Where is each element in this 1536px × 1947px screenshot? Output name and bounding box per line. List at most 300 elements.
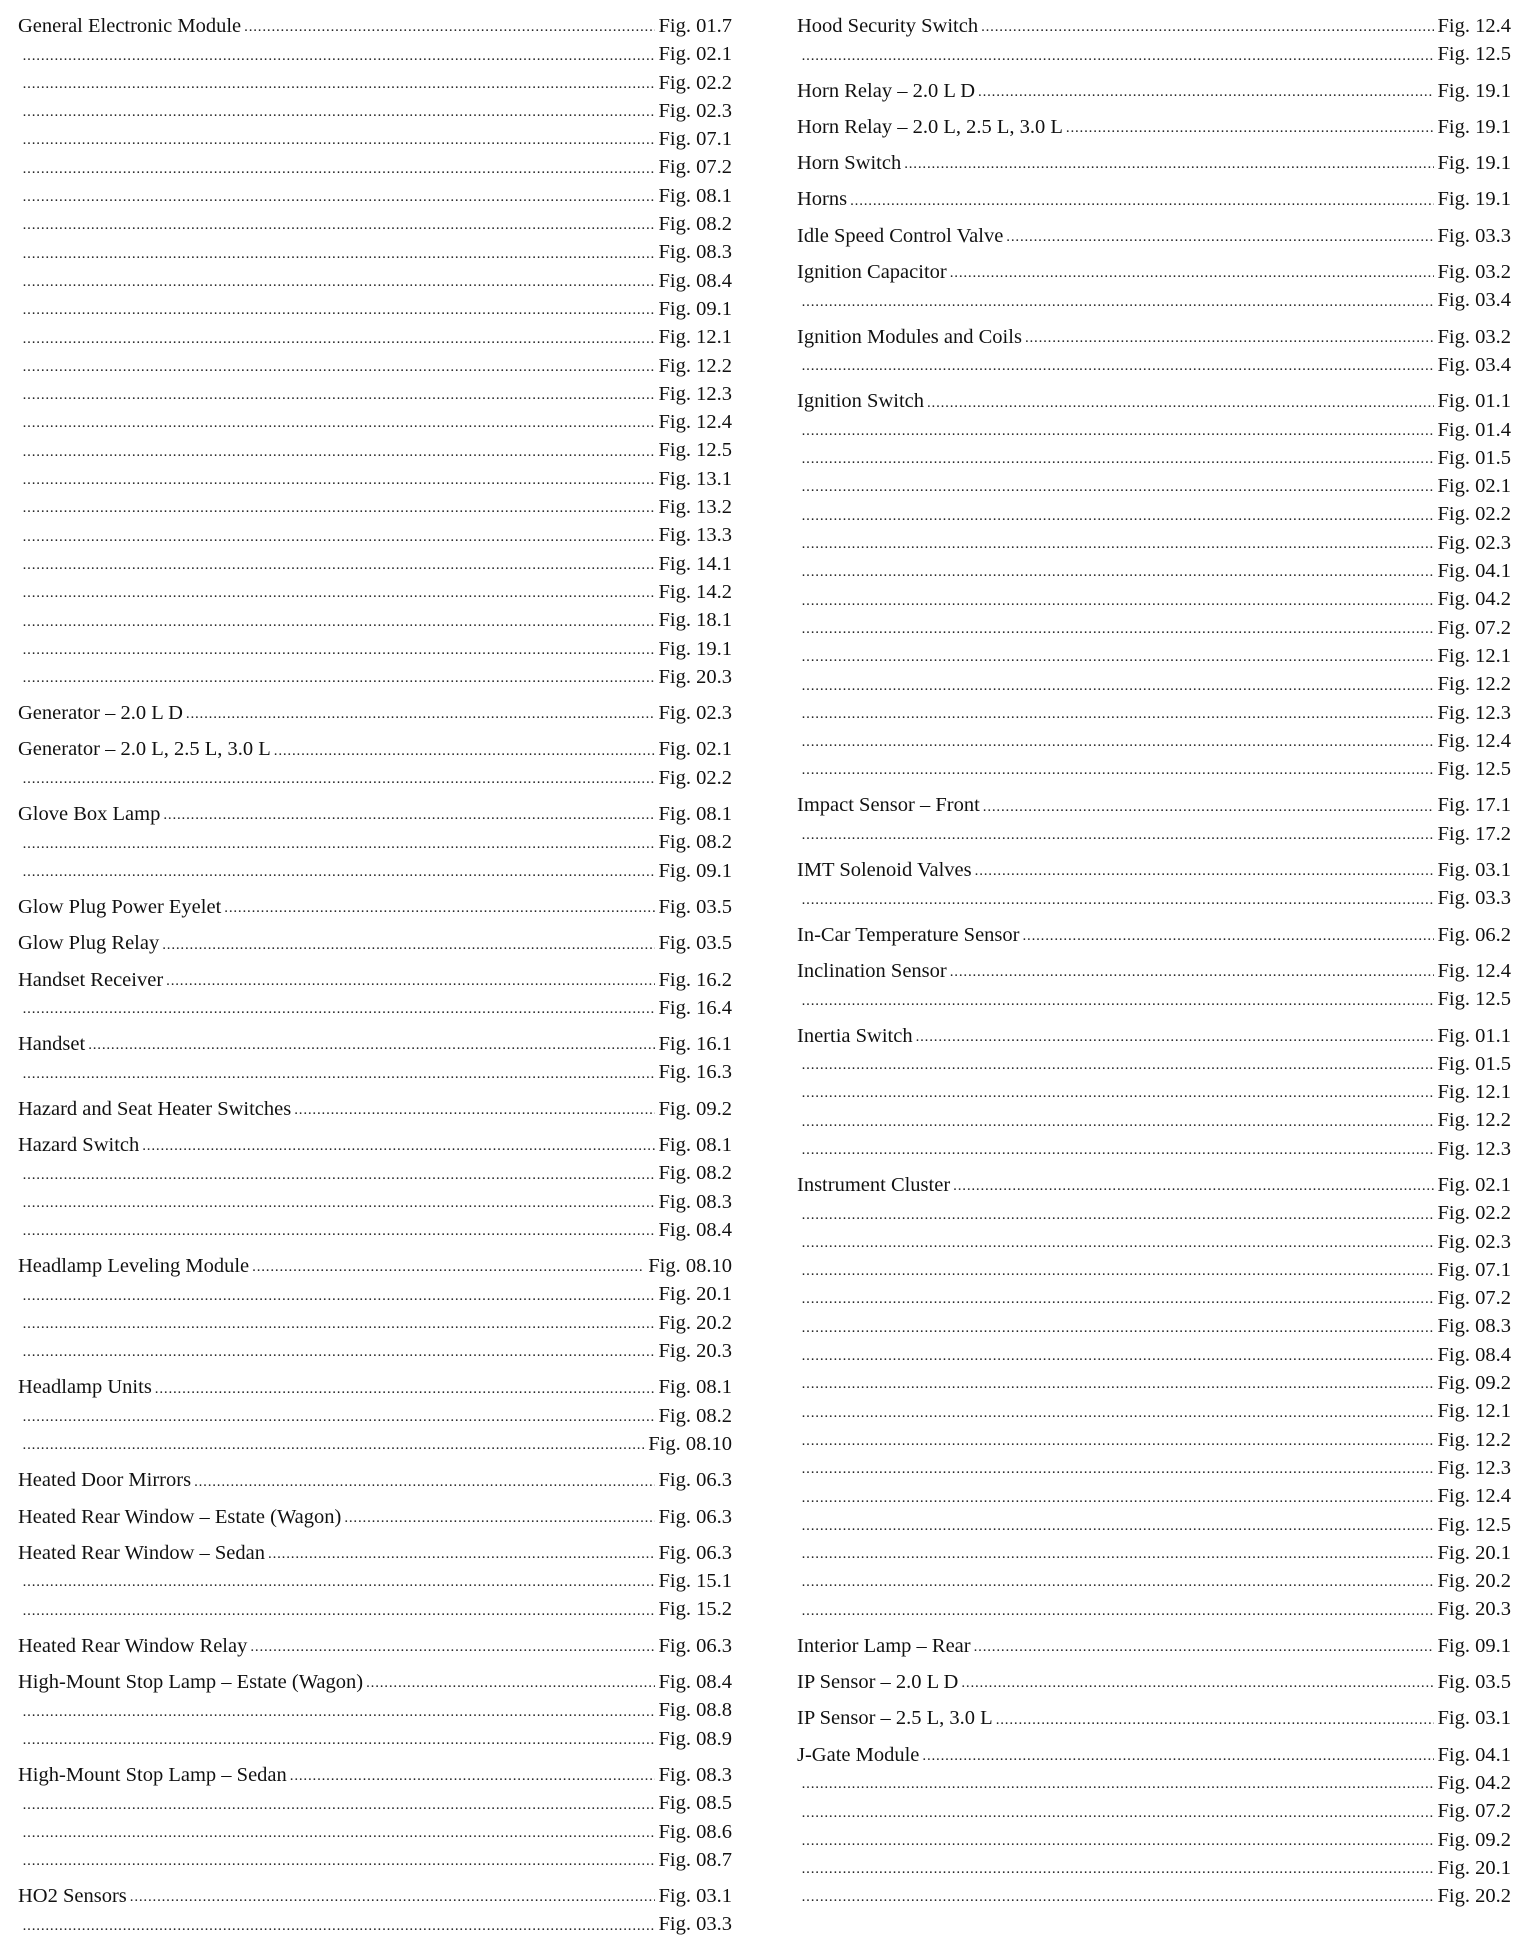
figure-reference: Fig. 08.4	[1437, 1343, 1511, 1366]
index-column-left	[18, 12, 732, 1947]
figure-reference: Fig. 08.7	[658, 1848, 732, 1871]
dot-leader	[950, 260, 1434, 286]
figure-reference: Fig. 20.3	[658, 665, 732, 688]
figure-reference: Fig. 12.5	[1437, 988, 1511, 1011]
index-column-right	[797, 12, 1511, 1918]
index-entry-continuation-line	[18, 493, 732, 521]
figure-reference: Fig. 08.4	[658, 269, 732, 292]
dot-leader	[802, 588, 1434, 614]
figure-reference: Fig. 18.1	[658, 609, 732, 632]
index-entry-line	[797, 387, 1511, 415]
dot-leader	[802, 1428, 1434, 1454]
dot-leader	[23, 354, 655, 380]
index-entry-label: IP Sensor – 2.5 L, 3.0 L	[797, 1707, 993, 1730]
index-entry	[18, 1503, 732, 1531]
figure-reference: Fig. 08.3	[658, 1763, 732, 1786]
index-entry-label: Hazard and Seat Heater Switches	[18, 1097, 292, 1120]
dot-leader	[23, 580, 655, 606]
index-entry-line	[797, 258, 1511, 286]
figure-reference: Fig. 20.2	[1437, 1570, 1511, 1593]
figure-reference: Fig. 08.1	[658, 1376, 732, 1399]
index-entry-label: Heated Rear Window Relay	[18, 1634, 248, 1657]
figure-reference: Fig. 12.4	[1437, 729, 1511, 752]
index-entry-line	[797, 222, 1511, 250]
index-entry-continuation-line	[797, 1284, 1511, 1312]
figure-reference: Fig. 03.5	[658, 932, 732, 955]
dot-leader	[981, 14, 1433, 40]
dot-leader	[23, 637, 655, 663]
figure-reference: Fig. 01.7	[658, 15, 732, 37]
dot-leader	[23, 1190, 655, 1216]
figure-reference: Fig. 15.1	[658, 1570, 732, 1593]
dot-leader	[186, 701, 655, 727]
index-entry-line	[18, 1131, 732, 1159]
dot-leader	[23, 996, 655, 1022]
index-entry-line	[18, 1466, 732, 1494]
index-entry-continuation-line	[797, 444, 1511, 472]
dot-leader	[23, 326, 655, 352]
index-entry-line	[18, 800, 732, 828]
figure-reference: Fig. 12.5	[658, 439, 732, 462]
dot-leader	[802, 1137, 1434, 1163]
dot-leader	[23, 127, 655, 153]
index-entry	[797, 323, 1511, 380]
index-entry-continuation-line	[18, 1216, 732, 1244]
index-entry-continuation-line	[797, 727, 1511, 755]
index-entry-continuation-line	[18, 1058, 732, 1086]
index-entry-line	[797, 1632, 1511, 1660]
index-entry-continuation-line	[18, 40, 732, 68]
index-entry-continuation-line	[18, 635, 732, 663]
figure-reference: Fig. 20.2	[1437, 1885, 1511, 1908]
figure-reference: Fig. 17.2	[1437, 822, 1511, 845]
figure-reference: Fig. 01.1	[1437, 1024, 1511, 1047]
index-entry-continuation-line	[797, 670, 1511, 698]
index-entry-label: Heated Rear Window – Estate (Wagon)	[18, 1505, 342, 1528]
dot-leader	[23, 609, 655, 635]
index-entry-continuation-line	[18, 153, 732, 181]
index-entry-continuation-line	[797, 1050, 1511, 1078]
index-entry-line	[18, 1761, 732, 1789]
figure-reference: Fig. 20.1	[658, 1283, 732, 1306]
dot-leader	[802, 1541, 1434, 1567]
index-entry	[18, 929, 732, 957]
dot-leader	[23, 1311, 655, 1337]
dot-leader	[23, 269, 655, 295]
dot-leader	[802, 1258, 1434, 1284]
dot-leader	[224, 895, 654, 921]
dot-leader	[802, 757, 1434, 783]
index-entry-continuation-line	[18, 1818, 732, 1846]
index-entry-continuation-line	[18, 380, 732, 408]
index-entry-label: Generator – 2.0 L D	[18, 702, 183, 725]
dot-leader	[274, 738, 655, 764]
dot-leader	[978, 79, 1434, 105]
figure-reference: Fig. 19.1	[1437, 115, 1511, 138]
index-entry	[797, 1668, 1511, 1696]
dot-leader	[802, 1800, 1434, 1826]
figure-reference: Fig. 01.5	[1437, 1052, 1511, 1075]
index-entry	[18, 1466, 732, 1494]
figure-reference: Fig. 01.4	[1437, 418, 1511, 441]
dot-leader	[23, 665, 655, 691]
index-entry-continuation-line	[18, 1696, 732, 1724]
index-entry-line	[797, 113, 1511, 141]
index-entry-continuation-line	[18, 1402, 732, 1430]
figure-reference: Fig. 09.1	[658, 297, 732, 320]
figure-reference: Fig. 02.1	[1437, 1173, 1511, 1196]
figure-reference: Fig. 08.5	[658, 1792, 732, 1815]
dot-leader	[23, 1598, 655, 1624]
figure-reference: Fig. 08.10	[648, 1255, 732, 1278]
dot-leader	[23, 524, 655, 550]
index-entry-continuation-line	[18, 1430, 732, 1458]
index-entry-line	[18, 1539, 732, 1567]
index-entry-label: Heated Rear Window – Sedan	[18, 1541, 266, 1564]
dot-leader	[961, 1670, 1433, 1696]
index-entry-line	[18, 929, 732, 957]
index-entry-line	[797, 957, 1511, 985]
index-entry-line	[18, 1668, 732, 1696]
index-entry-line	[797, 921, 1511, 949]
index-entry-continuation-line	[797, 1567, 1511, 1595]
index-entry-continuation-line	[797, 351, 1511, 379]
figure-reference: Fig. 06.3	[658, 1634, 732, 1657]
index-entry-continuation-line	[18, 69, 732, 97]
index-entry	[18, 1030, 732, 1087]
figure-reference: Fig. 12.1	[1437, 1400, 1511, 1423]
index-entry-line	[797, 1171, 1511, 1199]
dot-leader	[802, 1052, 1434, 1078]
index-entry-continuation-line	[18, 238, 732, 266]
index-entry-continuation-line	[18, 663, 732, 691]
index-entry-label: Ignition Capacitor	[797, 261, 947, 284]
figure-reference: Fig. 02.1	[658, 738, 732, 761]
index-entry-line	[18, 893, 732, 921]
figure-reference: Fig. 20.1	[1437, 1541, 1511, 1564]
figure-reference: Fig. 02.3	[658, 702, 732, 725]
figure-reference: Fig. 02.1	[1437, 475, 1511, 498]
index-entry-line	[797, 1704, 1511, 1732]
figure-reference: Fig. 08.9	[658, 1727, 732, 1750]
index-entry-label: Glove Box Lamp	[18, 803, 161, 826]
figure-reference: Fig. 16.4	[658, 996, 732, 1019]
index-entry-continuation-line	[18, 295, 732, 323]
dot-leader	[23, 1792, 655, 1818]
dot-leader	[1006, 224, 1433, 250]
figure-reference: Fig. 08.2	[658, 1404, 732, 1427]
index-entry-continuation-line	[797, 585, 1511, 613]
dot-leader	[802, 1771, 1434, 1797]
index-entry-label: Headlamp Leveling Module	[18, 1255, 250, 1278]
index-entry-continuation-line	[797, 1511, 1511, 1539]
index-entry	[18, 735, 732, 792]
dot-leader	[802, 289, 1434, 315]
index-entry	[797, 1632, 1511, 1660]
figure-reference: Fig. 03.1	[1437, 1707, 1511, 1730]
index-entry-continuation-line	[18, 1595, 732, 1623]
figure-reference: Fig. 12.5	[1437, 43, 1511, 66]
index-entry-continuation-line	[18, 606, 732, 634]
figure-reference: Fig. 12.3	[1437, 701, 1511, 724]
figure-reference: Fig. 08.8	[658, 1699, 732, 1722]
index-entry-label: Horn Relay – 2.0 L, 2.5 L, 3.0 L	[797, 115, 1063, 138]
dot-leader	[23, 1162, 655, 1188]
figure-reference: Fig. 19.1	[658, 637, 732, 660]
figure-reference: Fig. 03.4	[1437, 289, 1511, 312]
index-entry-label: IMT Solenoid Valves	[797, 859, 972, 882]
index-entry-line	[797, 77, 1511, 105]
figure-reference: Fig. 08.3	[658, 241, 732, 264]
index-entry-label: In-Car Temperature Sensor	[797, 923, 1020, 946]
index-entry	[18, 1539, 732, 1624]
index-entry	[18, 1882, 732, 1939]
index-entry-label: High-Mount Stop Lamp – Estate (Wagon)	[18, 1671, 364, 1694]
figure-reference: Fig. 08.1	[658, 1133, 732, 1156]
dot-leader	[1066, 115, 1434, 141]
figure-reference: Fig. 16.3	[658, 1061, 732, 1084]
figure-reference: Fig. 06.3	[658, 1505, 732, 1528]
figure-reference: Fig. 02.2	[658, 71, 732, 94]
figure-reference: Fig. 07.2	[1437, 616, 1511, 639]
dot-leader	[802, 1080, 1434, 1106]
index-entry-continuation-line	[797, 699, 1511, 727]
dot-leader	[23, 184, 655, 210]
index-entry-continuation-line	[797, 884, 1511, 912]
figure-reference: Fig. 19.1	[1437, 188, 1511, 211]
figure-reference: Fig. 03.2	[1437, 261, 1511, 284]
index-entry	[797, 1171, 1511, 1624]
index-entry-label: Handset	[18, 1033, 86, 1056]
dot-leader	[802, 616, 1434, 642]
index-entry-line	[18, 1882, 732, 1910]
dot-leader	[23, 439, 655, 465]
dot-leader	[23, 43, 655, 69]
dot-leader	[802, 1884, 1434, 1910]
dot-leader	[927, 390, 1434, 416]
index-entry-label: Idle Speed Control Valve	[797, 224, 1004, 247]
index-entry-line	[18, 735, 732, 763]
dot-leader	[802, 1828, 1434, 1854]
index-entry-label: General Electronic Module	[18, 15, 242, 37]
index-entry	[18, 12, 732, 691]
dot-leader	[23, 212, 655, 238]
figure-reference: Fig. 06.3	[658, 1541, 732, 1564]
dot-leader	[142, 1133, 654, 1159]
index-entry-continuation-line	[797, 1769, 1511, 1797]
dot-leader	[23, 1848, 655, 1874]
index-entry-line	[797, 1668, 1511, 1696]
figure-reference: Fig. 03.3	[1437, 224, 1511, 247]
dot-leader	[23, 859, 655, 885]
index-entry-line	[18, 1503, 732, 1531]
index-entry-label: Horn Switch	[797, 152, 902, 175]
figure-reference: Fig. 08.4	[658, 1671, 732, 1694]
dot-leader	[850, 188, 1433, 214]
dot-leader	[88, 1032, 654, 1058]
index-entry-continuation-line	[18, 828, 732, 856]
index-entry	[18, 1632, 732, 1660]
dot-leader	[23, 1283, 655, 1309]
dot-leader	[975, 858, 1434, 884]
index-entry-label: Heated Door Mirrors	[18, 1469, 192, 1492]
index-entry	[18, 1252, 732, 1365]
dot-leader	[294, 1097, 654, 1123]
index-entry	[797, 185, 1511, 213]
dot-leader	[23, 99, 655, 125]
dot-leader	[23, 831, 655, 857]
index-entry-continuation-line	[18, 1309, 732, 1337]
dot-leader	[802, 446, 1434, 472]
index-entry-continuation-line	[18, 323, 732, 351]
index-entry-continuation-line	[18, 550, 732, 578]
index-entry-line	[18, 1252, 732, 1280]
index-entry	[18, 800, 732, 885]
index-entry-continuation-line	[18, 1280, 732, 1308]
figure-reference: Fig. 13.1	[658, 467, 732, 490]
index-entry-continuation-line	[797, 1228, 1511, 1256]
index-entry-label: Horns	[797, 188, 848, 211]
dot-leader	[802, 1569, 1434, 1595]
index-entry-line	[797, 323, 1511, 351]
dot-leader	[23, 1218, 655, 1244]
dot-leader	[23, 297, 655, 323]
figure-reference: Fig. 08.1	[658, 803, 732, 826]
figure-reference: Fig. 13.3	[658, 524, 732, 547]
index-entry-continuation-line	[18, 1910, 732, 1938]
dot-leader	[344, 1505, 654, 1531]
index-entry-continuation-line	[18, 1725, 732, 1753]
figure-reference: Fig. 17.1	[1437, 794, 1511, 817]
index-entry-continuation-line	[797, 1397, 1511, 1425]
dot-leader	[23, 1569, 655, 1595]
dot-leader	[23, 766, 655, 792]
index-entry-continuation-line	[18, 352, 732, 380]
dot-leader	[802, 1286, 1434, 1312]
index-entry-continuation-line	[18, 436, 732, 464]
dot-leader	[802, 531, 1434, 557]
dot-leader	[802, 1202, 1434, 1228]
dot-leader	[23, 410, 655, 436]
index-entry-line	[18, 1373, 732, 1401]
index-entry	[797, 1704, 1511, 1732]
figure-reference: Fig. 09.2	[1437, 1372, 1511, 1395]
index-entry-continuation-line	[18, 1188, 732, 1216]
index-entry-continuation-line	[797, 820, 1511, 848]
dot-leader	[904, 151, 1433, 177]
index-entry-label: Instrument Cluster	[797, 1173, 951, 1196]
index-entry-continuation-line	[18, 267, 732, 295]
dot-leader	[23, 552, 655, 578]
index-entry-continuation-line	[797, 40, 1511, 68]
index-entry-continuation-line	[797, 1595, 1511, 1623]
figure-reference: Fig. 06.2	[1437, 923, 1511, 946]
figure-reference: Fig. 01.1	[1437, 390, 1511, 413]
index-entry-continuation-line	[797, 1256, 1511, 1284]
dot-leader	[1022, 923, 1433, 949]
dot-leader	[802, 822, 1434, 848]
dot-leader	[366, 1670, 654, 1696]
dot-leader	[252, 1254, 644, 1280]
figure-reference: Fig. 02.2	[1437, 1202, 1511, 1225]
dot-leader	[802, 1315, 1434, 1341]
index-entry	[18, 966, 732, 1023]
figure-reference: Fig. 12.2	[1437, 1428, 1511, 1451]
index-entry-continuation-line	[18, 125, 732, 153]
index-entry-continuation-line	[797, 1426, 1511, 1454]
dot-leader	[802, 887, 1434, 913]
dot-leader	[983, 794, 1434, 820]
index-entry-continuation-line	[797, 1199, 1511, 1227]
figure-reference: Fig. 12.1	[1437, 1081, 1511, 1104]
index-entry-line	[18, 699, 732, 727]
index-entry-continuation-line	[797, 500, 1511, 528]
index-entry-continuation-line	[18, 1846, 732, 1874]
index-entry-continuation-line	[18, 1337, 732, 1365]
figure-reference: Fig. 12.2	[1437, 673, 1511, 696]
index-entry	[797, 222, 1511, 250]
figure-reference: Fig. 08.1	[658, 184, 732, 207]
figure-reference: Fig. 02.3	[1437, 531, 1511, 554]
index-entry	[797, 957, 1511, 1014]
dot-leader	[268, 1541, 655, 1567]
figure-reference: Fig. 20.1	[1437, 1856, 1511, 1879]
figure-reference: Fig. 08.2	[658, 213, 732, 236]
figure-reference: Fig. 03.3	[658, 1913, 732, 1936]
figure-reference: Fig. 04.2	[1437, 1771, 1511, 1794]
figure-reference: Fig. 12.4	[1437, 15, 1511, 37]
dot-leader	[23, 1339, 655, 1365]
index-entry-line	[797, 1741, 1511, 1769]
figure-reference: Fig. 08.6	[658, 1820, 732, 1843]
index-entry-label: Inclination Sensor	[797, 959, 947, 982]
figure-reference: Fig. 16.1	[658, 1033, 732, 1056]
figure-reference: Fig. 04.2	[1437, 588, 1511, 611]
index-entry-line	[18, 1632, 732, 1660]
index-entry-continuation-line	[18, 182, 732, 210]
figure-reference: Fig. 04.1	[1437, 560, 1511, 583]
index-entry	[797, 1741, 1511, 1911]
dot-leader	[802, 673, 1434, 699]
dot-leader	[802, 418, 1434, 444]
index-entry-continuation-line	[797, 1539, 1511, 1567]
dot-leader	[802, 1456, 1434, 1482]
dot-leader	[23, 1432, 645, 1458]
figure-reference: Fig. 12.1	[658, 326, 732, 349]
figure-reference: Fig. 01.5	[1437, 446, 1511, 469]
index-entry-continuation-line	[797, 472, 1511, 500]
dot-leader	[974, 1634, 1434, 1660]
index-entry	[18, 1373, 732, 1458]
index-entry-continuation-line	[797, 755, 1511, 783]
figure-reference: Fig. 07.1	[1437, 1258, 1511, 1281]
dot-leader	[802, 1598, 1434, 1624]
dot-leader	[163, 802, 654, 828]
dot-leader	[1025, 325, 1434, 351]
index-entry-continuation-line	[797, 1826, 1511, 1854]
index-entry-continuation-line	[797, 1454, 1511, 1482]
figure-reference: Fig. 08.2	[658, 831, 732, 854]
figure-reference: Fig. 12.2	[1437, 1109, 1511, 1132]
index-entry-label: Hazard Switch	[18, 1133, 140, 1156]
figure-reference: Fig. 12.3	[1437, 1456, 1511, 1479]
index-entry-label: HO2 Sensors	[18, 1885, 127, 1908]
index-entry	[797, 258, 1511, 315]
dot-leader	[23, 1820, 655, 1846]
figure-reference: Fig. 03.4	[1437, 353, 1511, 376]
dot-leader	[194, 1469, 654, 1495]
dot-leader	[950, 959, 1434, 985]
